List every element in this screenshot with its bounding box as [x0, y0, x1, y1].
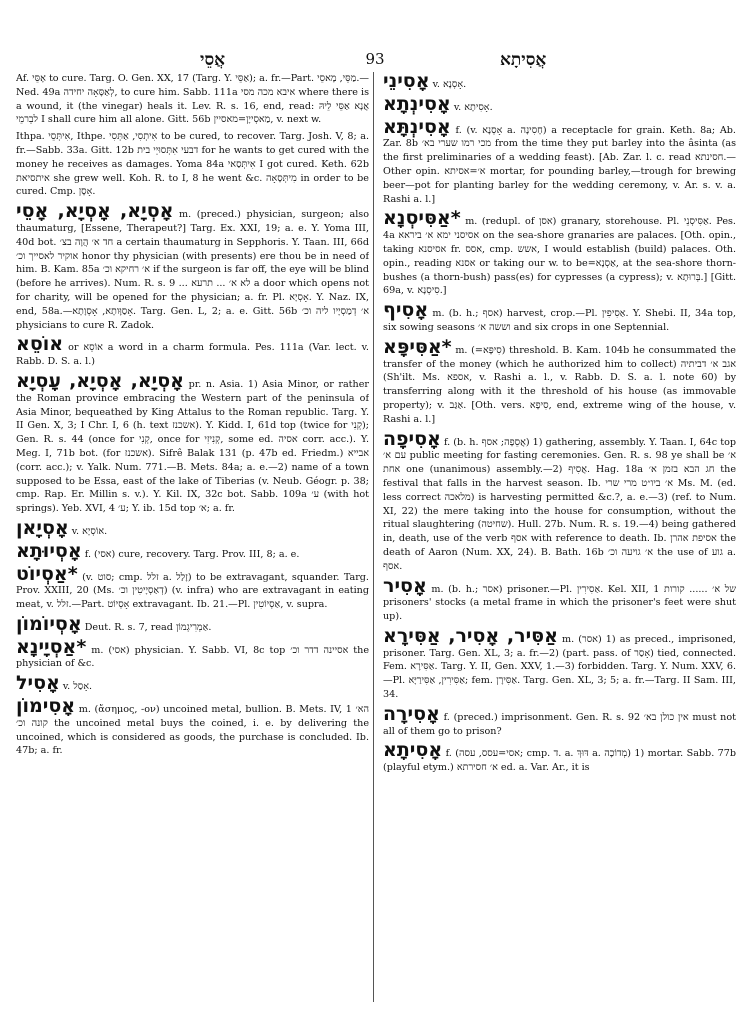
- dictionary-entry: [383, 624, 736, 702]
- entry-headword: אָסְיוּתָא: [16, 539, 82, 562]
- entry-text: f. (אסי) cure, recovery. Targ. Prov. III, 8; a. e.: [84, 548, 300, 560]
- entry-text: v. אָסִיתָא.: [453, 101, 493, 113]
- entry-text: Ithpa. אִיתְּסֵי, Ithpe. אִיתְסִי, אַתְּסִי to be cured, to recover. Targ. Josh. V, 8; a. fr.—Sabb. 33a. Gitt. 12b דבעי אִתְּסוּיֵי בית for he wants to get cured with the money he receives as damages. Yoma 84a אִיתְּסַאי I got cured. Keth. 62b איתסיאת she grew well. Koh. R. to I, 8 he went &c. מִיתְּסָאָה in order to be cured. Cmp. אָסָן.: [16, 131, 369, 198]
- dictionary-entry: [16, 369, 369, 516]
- entry-headword: אָסְיָא, אָסְיָא, אָסֵי: [16, 200, 174, 223]
- entry-text: f. (preced.) imprisonment. Gen. R. s. 92 אין כולן בא׳ must not all of them go to prison?: [383, 711, 736, 737]
- entry-text: m. (=סִיפָּא) threshold. B. Kam. 104b he consummated the transfer of the money (which he authorized him to collect) אגב א׳ דביתיה (Sh'ilt. Ms. אספא, v. Rashi a. l., v. Rabb. D. S. a. l. note 60) by transferring along with it the threshold of his house (as immovable property); v. אַגַּב. [Oth. vers. סִיפָא, end, extreme wing of the house, v. Rashi a. l.]: [383, 344, 736, 425]
- entry-headword: אָסִיל: [16, 672, 60, 695]
- entry-text: pr. n. Asia. 1) Asia Minor, or rather the Roman province embracing the Western part of the peninsula of Asia Minor, bequeathed by King Attalus to the Roman republic. Targ. Y. II Gen. X, 3; I Chr. I, 6 (h. text אשכנז). Y. Kidd. I, 61d top (twice for קְנִי); Gen. R. s. 44 (once for קְנִי, once for קְנִיזִי, some ed. אסיה corr. acc.). Y. Meg. I, 71b bot. (for אשכנז). Sifrê Balak 131 (p. 47b ed. Friedm.) אבייא (corr. acc.); v. Yalk. Num. 771.—B. Mets. 84a; a. e.—2) name of a town supposed to be Essa, east of the lake of Tiberias (v. Neub. Géogr. p. 38; cmp. Rap. Er. Millin s. v.). Y. Kil. IX, 32c bot. Sabb. 109a ע׳ (with hot springs). Yeb. XVI, 4 ע׳; Y. ib. 15d top א׳; a. fr.: [16, 378, 369, 515]
- entry-text: f. (v. אָסְנָא a. חָסִינָה) a receptacle for grain. Keth. 8a; Ab. Zar. 8b מכי רמו שערי בא׳ from the time they put barley into the âsinta (as the first preliminaries of a wedding feast). [Ab. Zar. l. c. read חסינתא.—Other opin. א׳=אסיתא mortar, for pounding barley,—trough for brewing beer—pot for planting barley for the wedding ceremony, v. Ar. s. v. a. Rashi a. l.]: [383, 124, 736, 205]
- dictionary-entry: [383, 427, 736, 574]
- dictionary-entry: [16, 516, 369, 539]
- entry-text: m. (b. h.; אסף) harvest, crop.—Pl. אַסִיפִין. Y. Shebi. II, 34a top, six sowing seasons וששה א׳ and six crops in one Septennial.: [383, 308, 736, 333]
- entry-headword: אָסִיפָה: [383, 427, 441, 450]
- entry-text: m. (ἄσημος, -ον) uncoined metal, bullion. B. Mets. IV, 1 הא׳ קונה וכ׳ the uncoined metal buys the coined, i. e. by delivering the uncoined, which is considered as goods, the purchase is concluded. Ib. 47b; a. fr.: [16, 704, 369, 757]
- entry-text: m. (b. h.; אסר) prisoner.—Pl. אַסִירִין. Kel. XII, 1 של א׳ ...... קורות prisoners' stocks (a metal frame in which the prisoner's feet were shut up).: [383, 583, 736, 623]
- dictionary-entry: [383, 574, 736, 624]
- entry-text: v. אָסַל.: [62, 681, 93, 693]
- entry-headword: *אַסִּיפָּא: [383, 335, 452, 358]
- page-number: 93: [365, 50, 385, 68]
- dictionary-entry: [383, 741, 736, 775]
- dictionary-entry: [16, 130, 369, 199]
- entry-headword: אָסִיר: [383, 574, 427, 597]
- entry-text: Deut. R. s. 7, read אַמְרִיגְמוֹן.: [84, 621, 212, 633]
- entry-headword: אָסִינֵי: [383, 72, 430, 92]
- dictionary-entry: [16, 635, 369, 672]
- entry-headword: אָסִיף: [383, 299, 429, 322]
- entry-headword: *אַסְיוֹט: [16, 562, 78, 585]
- dictionary-entry: [383, 72, 736, 92]
- dictionary-entry: [16, 202, 369, 332]
- dictionary-entry: [383, 115, 736, 207]
- entry-headword: *אַסְיָינָא: [16, 635, 87, 658]
- dictionary-entry: [16, 562, 369, 612]
- entry-text: f. (אסי=עסס, עסה; cmp. ד. a. דּוּךְ a. מְדוֹכָה) 1) mortar. Sabb. 77b (playful etym.) א׳ חסירתא ed. a. Var. Ar., it is: [383, 748, 736, 774]
- entry-text: m. (preced.) physician, surgeon; also thaumaturg, [Essene, Therapeut?] Targ. Ex. XXI, 19; a. e. Y. Yoma III, 40d bot. חד א׳ הֲוָה בצ׳ a certain thaumaturg in Sepphoris. Y. Taan. III, 66d אוקיר לאסייך וכ׳ honor thy physician (with presents) ere thou be in need of him. B. Kam. 85a א׳ רחיקא וכ׳ if the surgeon is far off, the eye will be blind (before he arrives). Num. R. s. 9 ... לא א׳ ... תרעא a door which opens not for charity, will be opened for the physician; a. fr. Pl. אָסְיָא. Y. Naz. IX, end, 58a.—אָסַוָּותָא, אָסְוָתָא. Targ. Gen. L, 2; a. e. Gitt. 56b א׳ דְמַסְיָיו ליה וכ׳ physicians to cure R. Zadok.: [16, 209, 369, 331]
- dictionary-entry: [383, 702, 736, 739]
- entry-text: Af. אָסֵּי to cure. Targ. O. Gen. XX, 17 (Targ. Y. אַסֵּי); a. fr.—Part. מַסֵּי, מָאסֵי.—Ned. 49a לְאַסָּאָה יחידה, to cure him. Sabb. 111a איבא מכה מסי where there is a wound, it (the vinegar) heals it. Lev. R. s. 16, end, read: אֲנָא אַסֵּי לֵיהּ לבֵרמֵי I shall cure him all alone. Gitt. 56b מַאסְייָן=מאסיין, v. next w.: [16, 73, 369, 126]
- left-running-headword: אֲסֵי: [200, 50, 226, 70]
- entry-text: f. (b. h. אֲסֵפָה; אסף) 1) gathering, assembly. Y. Taan. I, 64c top עם א׳ public meeting for fasting ceremonies. Gen. R. s. 98 ye shall be א׳ אחת one (unanimous) assembly.—2) אֲסִיף. Hag. 18a חג הבא בזמן א׳ the festival that falls in the harvest season. Ib. א׳ ביו״ט מרי שרי Ms. M. (ed. less correct מלאכה) is harvesting permitted &c.?, a. e.—3) (ref. to Num. XI, 22) the mere taking into the house for consumption, without the ritual slaughtering (שחיטה). Hull. 27b. Num. R. s. 19.—4) being gathered in, death, use of the verb אסף with reference to death. Ib. אסיפת אהרן the death of Aaron (Num. XX, 24). B. Bath. 16b א׳ גויעה וכ׳ the use of גוע a. אסף.: [383, 436, 736, 572]
- entry-headword: אָסִימוֹן: [16, 695, 76, 718]
- column-divider: [373, 72, 374, 1002]
- entry-headword: אָסִירָה: [383, 702, 440, 725]
- entry-headword: *אַסִּיסְנָא: [383, 207, 461, 230]
- dictionary-entry: [383, 335, 736, 427]
- entry-text: v. אוֹסְיָא.: [71, 525, 108, 537]
- entry-headword: אָסְיוֹמוֹן: [16, 612, 82, 635]
- entry-text: v. אָסְנָא.: [432, 79, 467, 90]
- page-header: [0, 50, 750, 72]
- entry-text: (v. סוט; cmp. זלל a. זָלַל) to be extravagant, squander. Targ. Prov. XXIII, 20 (Ms. דְאַסְיָיטִין וכ׳) (v. infra) who are extravagant in eating meat, v. זלל.—Part. אָסְיוֹט extravagant. Ib. 21.—Pl. אַסְיוֹטִין, v. supra.: [16, 571, 369, 611]
- entry-headword: אָסִיתָא: [383, 739, 443, 762]
- right-running-headword: אֲסִיתָא: [500, 50, 547, 70]
- entry-headword: אוֹסֵא: [16, 333, 64, 356]
- dictionary-entry: [383, 92, 736, 115]
- dictionary-entry: [383, 209, 736, 298]
- dictionary-entry: [16, 72, 369, 127]
- dictionary-entry: [383, 301, 736, 335]
- dictionary-entry: [16, 612, 369, 635]
- dictionary-entry: [16, 335, 369, 369]
- entry-text: m. (אסר) 1) as preced., imprisoned, prisoner. Targ. Gen. XL, 3; a. fr.—2) (part. pass. of אָסַר) tied, connected. Fem. אַסִּירָא. Targ. Y. II, Gen. XXV, 1.—3) forbidden. Targ. Y. Num. XXV, 6.—Pl. אַסִּירִין, אַסִּירַיָּא; fem. אַסִּירָן. Targ. Gen. XL, 3; 5; a. fr.—Targ. II Sam. III, 34.: [383, 633, 736, 701]
- entry-headword: אָסִינְתָא: [383, 92, 451, 115]
- entry-text: m. (redupl. of אסן) granary, storehouse. Pl. אַסִּיסְנֵי. Pes. 4a אסיסני ימא א׳ ביראא on the sea-shore granaries are palaces. [Oth. opin., taking אסיסנא fr. אסס, cmp. אשש, I would establish (build) palaces. Oth. opin., reading אסנא or taking our w. to be=אַסְנָא, at the sea-shore thorn-bushes (a thorn-bush) pass(es) for cypresses (a cypress); v. בְּרוּתָא.] [Gitt. 69a, v. סִיסְנָא.]: [383, 216, 736, 297]
- entry-headword: אָסְיָא, אָסְיָא, עָסְיָא: [16, 369, 184, 392]
- dictionary-entry: [16, 539, 369, 562]
- left-column: [16, 72, 369, 1007]
- dictionary-entry: [16, 697, 369, 758]
- entry-text: or אוֹסֵא a word in a charm formula. Pes. 111a (Var. lect. v. Rabb. D. S. a. l.): [16, 342, 369, 368]
- entry-headword: אָסִינְתָּא: [383, 115, 451, 138]
- dictionary-entry: [16, 674, 369, 694]
- entry-headword: אַסִּיר, אָסִיר, אַסִּירָא: [383, 624, 558, 647]
- right-column: [383, 72, 736, 1007]
- entry-text: m. (אסי) physician. Y. Sabb. VI, 8c top אסיינה דדר וכ׳ the physician of &c.: [16, 644, 369, 670]
- entry-headword: אָסְיָאן: [16, 516, 69, 539]
